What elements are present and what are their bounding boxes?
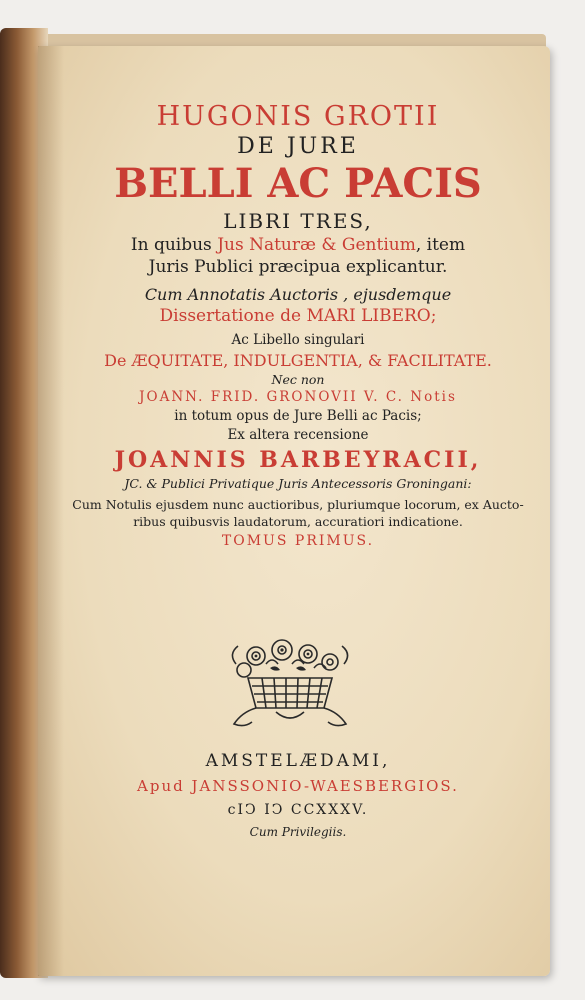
tomus-primus: TOMUS PRIMUS. <box>221 533 375 549</box>
author-name: HUGONIS GROTII <box>156 101 440 132</box>
imprint-city: AMSTELÆDAMI, <box>205 751 391 771</box>
barbeyrac-line: JOANNIS BARBEYRACII, <box>114 447 482 473</box>
antecessor-line: JC. & Publici Privatique Juris Antecessoris Groningani: <box>124 476 472 491</box>
imprint-publisher: JANSSONIO-WAESBERGIOS. <box>191 777 459 795</box>
subtitle-line-1c: , item <box>415 235 466 255</box>
flower-basket-icon <box>226 634 354 732</box>
nec-non-line: Nec non <box>271 372 325 387</box>
libri-tres: LIBRI TRES, <box>223 209 373 233</box>
dissertation-line-a: Dissertatione de <box>159 306 302 326</box>
subtitle-line-1 <box>60 234 536 256</box>
main-title: BELLI AC PACIS <box>114 160 482 207</box>
subtitle-line-1a: In quibus <box>130 235 212 255</box>
notulis-line-2: ribus quibusvis laudatorum, accuratiori indicatione. <box>133 514 463 529</box>
imprint-apud: Apud <box>137 777 185 795</box>
dissertation-line-b: MARI LIBERO; <box>306 306 437 326</box>
annotations-line: Cum Annotatis Auctoris , ejusdemque <box>144 285 452 304</box>
aequitate-line: De ÆQUITATE, INDULGENTIA, & FACILITATE. <box>104 351 492 370</box>
recensione-line: Ex altera recensione <box>227 427 369 443</box>
imprint-block <box>60 748 536 842</box>
imprint-publisher-line <box>60 774 536 798</box>
subtitle-line-2: Juris Publici præcipua explicantur. <box>148 257 448 277</box>
title-text-block <box>60 100 536 552</box>
notulis-line-1: Cum Notulis ejusdem nunc auctioribus, pluriumque locorum, ex Aucto- <box>72 497 524 512</box>
dissertation-line <box>60 305 536 327</box>
libello-line: Ac Libello singulari <box>231 332 365 348</box>
gronovius-line: JOANN. FRID. GRONOVII V. C. Notis <box>139 389 457 405</box>
totum-opus-line: in totum opus de Jure Belli ac Pacis; <box>174 408 422 424</box>
imprint-year: cIↃ IↃ CCXXXV. <box>227 802 369 818</box>
subtitle-line-1b: Jus Naturæ & Gentium <box>217 235 416 255</box>
imprint-privilege: Cum Privilegiis. <box>249 825 347 839</box>
title-de-jure: DE JURE <box>237 134 359 159</box>
